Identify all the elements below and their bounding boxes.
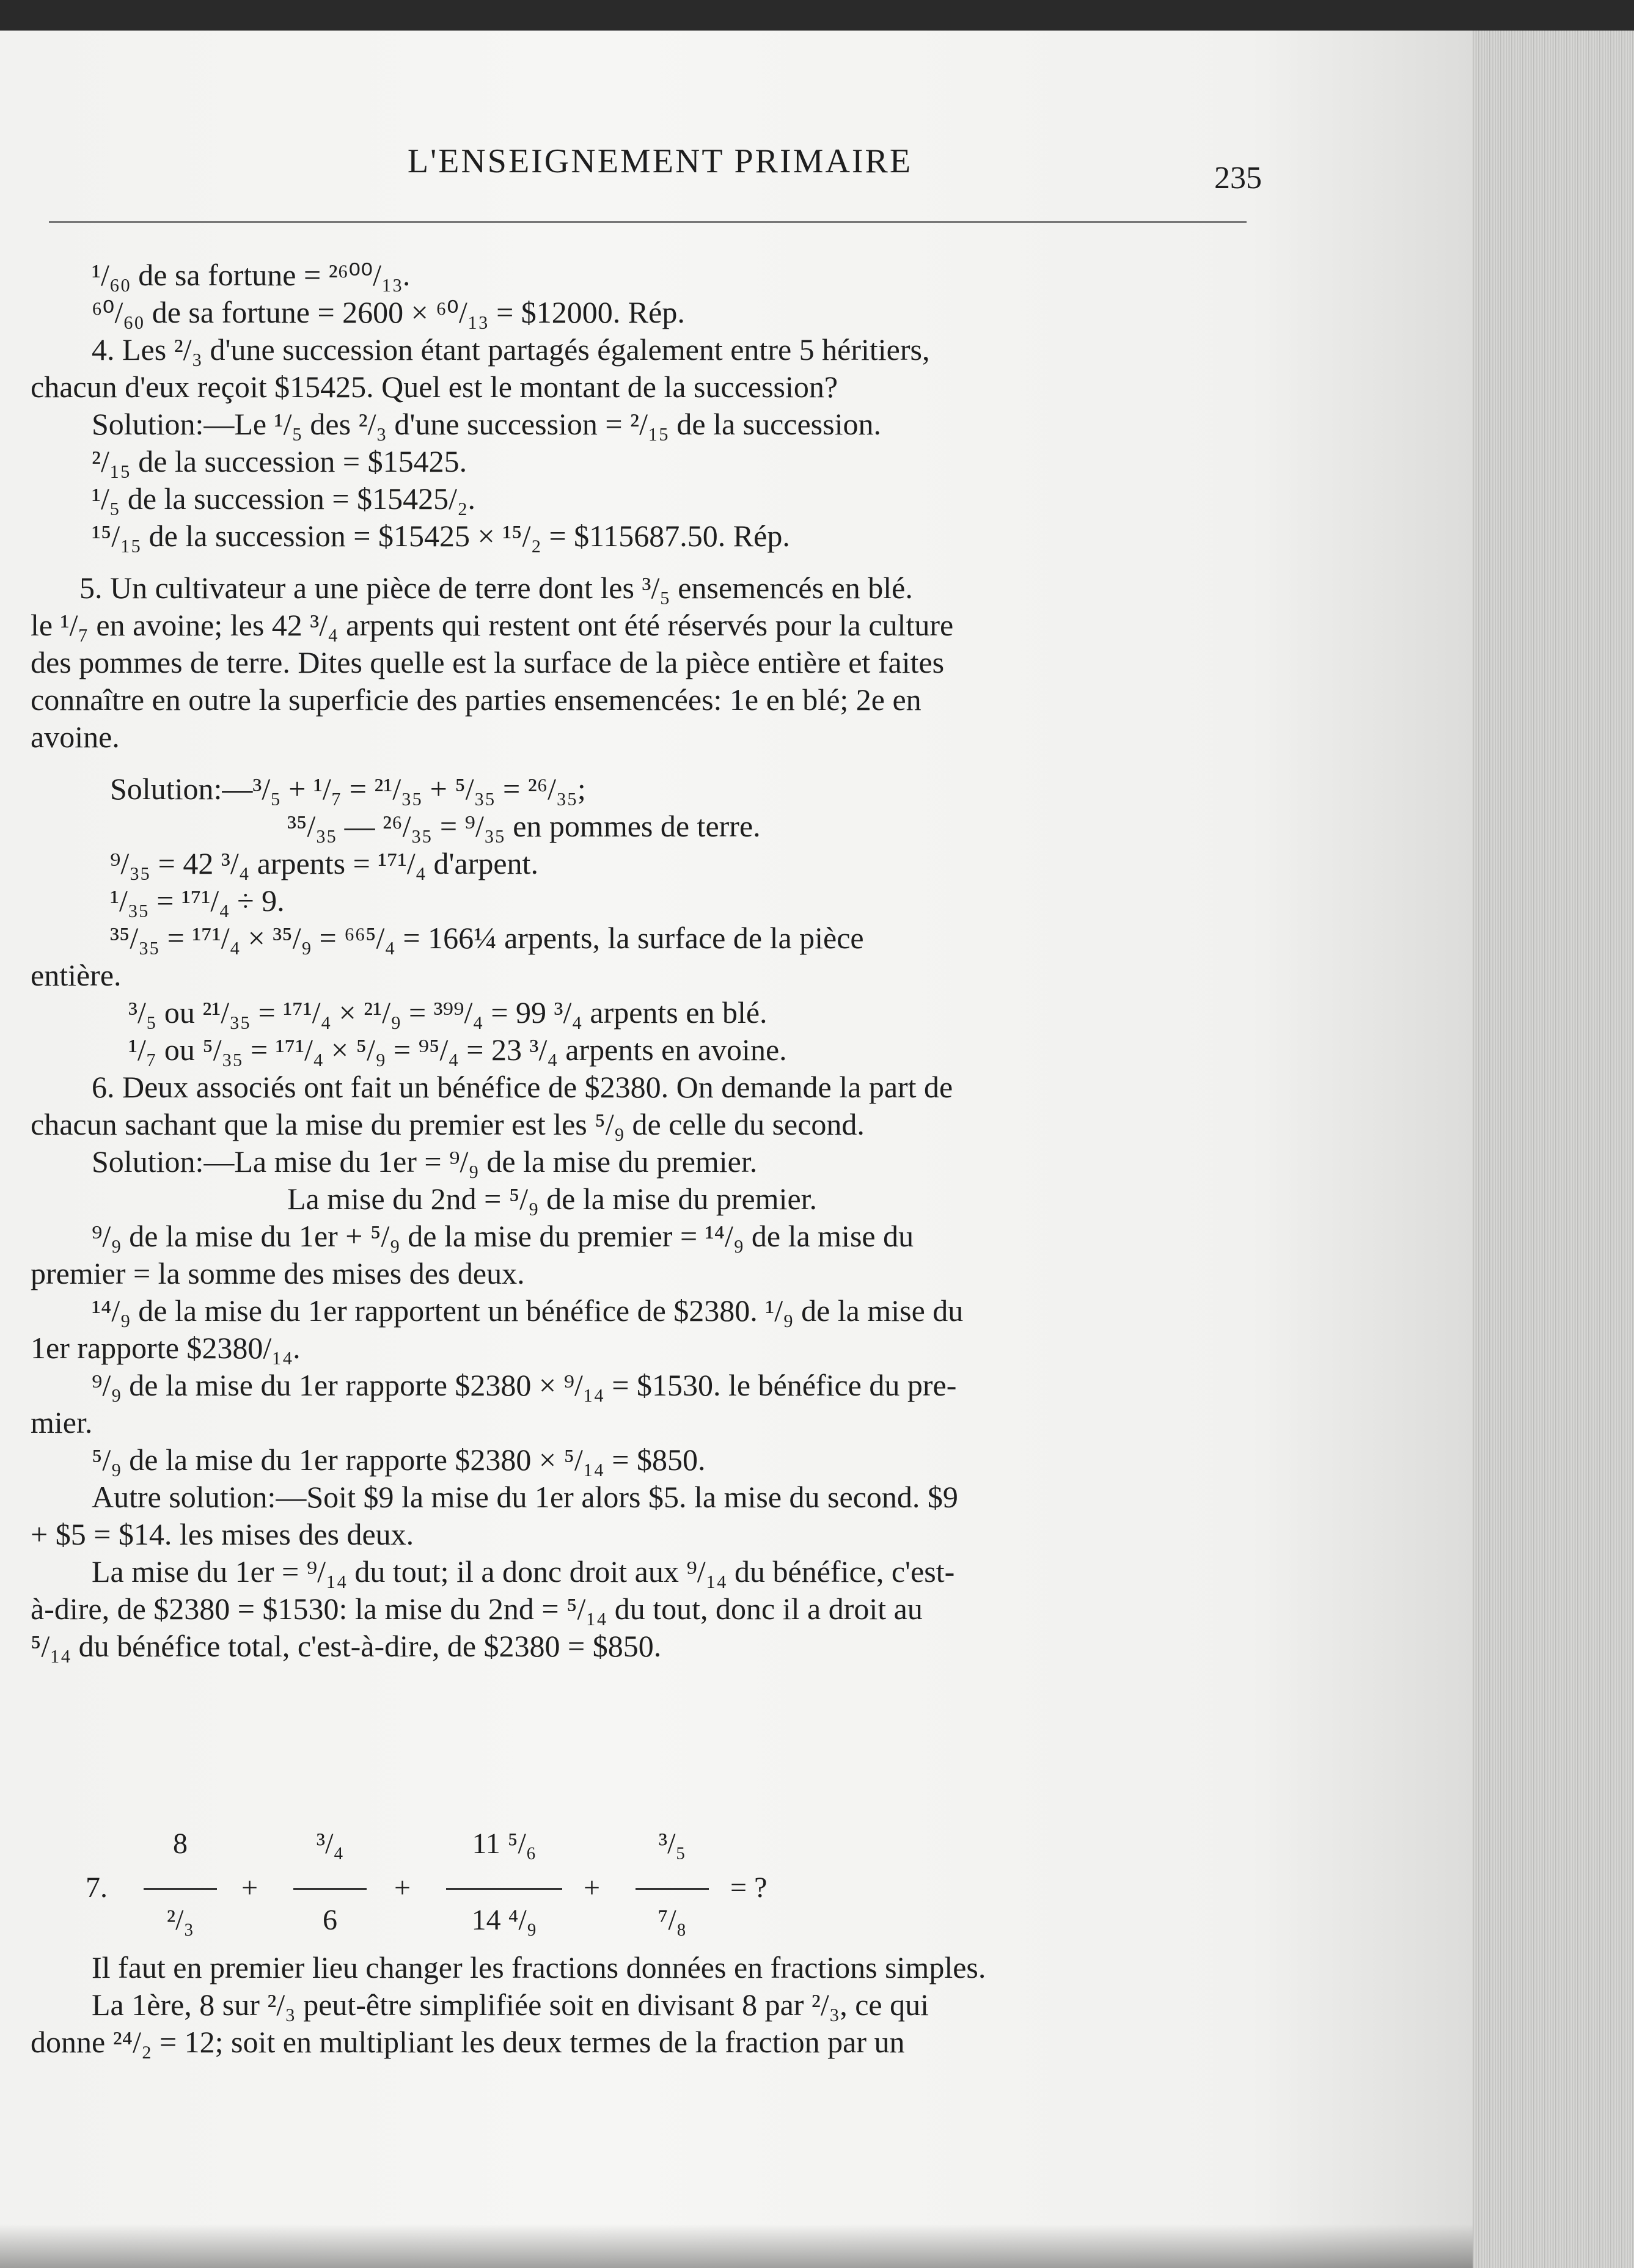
header-rule xyxy=(49,221,1247,223)
text-line: La mise du 2nd = ⁵/₉ de la mise du premier. xyxy=(287,1182,818,1216)
text-line: ³⁵/₃₅ — ²⁶/₃₅ = ⁹/₃₅ en pommes de terre. xyxy=(287,809,761,843)
text-line: mier. xyxy=(31,1405,93,1439)
text-line: ¹/₅ de la succession = $15425/₂. xyxy=(92,481,475,516)
text-line: ⁹/₉ de la mise du 1er + ⁵/₉ de la mise du premier = ¹⁴/₉ de la mise du xyxy=(92,1219,914,1253)
plus-sign: + xyxy=(584,1871,601,1904)
fraction-1 xyxy=(134,1827,226,1949)
scan-top-margin xyxy=(0,0,1634,31)
text-line: ³/₅ ou ²¹/₃₅ = ¹⁷¹/₄ × ²¹/₉ = ³⁹⁹/₄ = 99 ³/₄ arpents en blé. xyxy=(128,995,768,1030)
text-line: ⁹/₉ de la mise du 1er rapporte $2380 × ⁹/₁₄ = $1530. le bénéfice du pre- xyxy=(92,1368,957,1402)
numerator: 8 xyxy=(173,1827,188,1860)
problem-7-expression xyxy=(31,1827,1247,1949)
page-body xyxy=(31,257,1247,1665)
text-line: des pommes de terre. Dites quelle est la surface de la pièce entière et faites xyxy=(31,645,945,679)
text-line: 1er rapporte $2380/₁₄. xyxy=(31,1331,301,1365)
fraction-2 xyxy=(284,1827,376,1949)
text-line: Solution:—Le ¹/₅ des ²/₃ d'une succession = ²/₁₅ de la succession. xyxy=(92,407,881,441)
fraction-bar xyxy=(293,1888,367,1890)
denominator: 14 ⁴/₉ xyxy=(471,1904,537,1936)
text-line: le ¹/₇ en avoine; les 42 ³/₄ arpents qui restent ont été réservés pour la culture xyxy=(31,608,954,642)
text-line: entière. xyxy=(31,958,122,992)
denominator: ²/₃ xyxy=(166,1904,194,1936)
fraction-bar xyxy=(144,1888,217,1890)
text-line: La 1ère, 8 sur ²/₃ peut-être simplifiée soit en divisant 8 par ²/₃, ce qui xyxy=(92,1988,929,2022)
text-line: chacun sachant que la mise du premier est les ⁵/₉ de celle du second. xyxy=(31,1107,865,1141)
text-line: 6. Deux associés ont fait un bénéfice de $2380. On demande la part de xyxy=(92,1070,953,1104)
text-line: + $5 = $14. les mises des deux. xyxy=(31,1517,414,1551)
numerator: ³/₅ xyxy=(658,1827,686,1860)
text-line: ⁶⁰/₆₀ de sa fortune = 2600 × ⁶⁰/₁₃ = $12000. Rép. xyxy=(92,295,685,329)
text-line: ³⁵/₃₅ = ¹⁷¹/₄ × ³⁵/₉ = ⁶⁶⁵/₄ = 166¼ arpents, la surface de la pièce xyxy=(110,921,864,955)
text-line: ¹⁴/₉ de la mise du 1er rapportent un bénéfice de $2380. ¹/₉ de la mise du xyxy=(92,1293,964,1328)
equals-question: = ? xyxy=(730,1871,768,1904)
denominator: ⁷/₈ xyxy=(658,1904,687,1936)
text-line: Solution:—La mise du 1er = ⁹/₉ de la mise du premier. xyxy=(92,1144,758,1179)
text-line: donne ²⁴/₂ = 12; soit en multipliant les deux termes de la fraction par un xyxy=(31,2025,905,2059)
text-line: La mise du 1er = ⁹/₁₄ du tout; il a donc droit aux ⁹/₁₄ du bénéfice, c'est- xyxy=(92,1554,955,1589)
page-body-continued xyxy=(31,1949,1247,2061)
text-line: à-dire, de $2380 = $1530: la mise du 2nd = ⁵/₁₄ du tout, donc il a droit au xyxy=(31,1592,923,1626)
page-stack-edge xyxy=(1473,0,1634,2268)
text-line: ⁵/₉ de la mise du 1er rapporte $2380 × ⁵/₁₄ = $850. xyxy=(92,1443,706,1477)
fraction-bar xyxy=(636,1888,709,1890)
text-line: ⁵/₁₄ du bénéfice total, c'est-à-dire, de $2380 = $850. xyxy=(31,1629,662,1663)
text-line: ¹/₃₅ = ¹⁷¹/₄ ÷ 9. xyxy=(110,883,285,918)
numerator: ³/₄ xyxy=(316,1827,344,1860)
text-line: ²/₁₅ de la succession = $15425. xyxy=(92,444,467,478)
text-line: Autre solution:—Soit $9 la mise du 1er alors $5. la mise du second. $9 xyxy=(92,1480,958,1514)
text-line: ¹/₆₀ de sa fortune = ²⁶⁰⁰/₁₃. xyxy=(92,258,411,292)
plus-sign: + xyxy=(241,1871,258,1904)
plus-sign: + xyxy=(394,1871,411,1904)
text-line: chacun d'eux reçoit $15425. Quel est le montant de la succession? xyxy=(31,370,838,404)
text-line: 4. Les ²/₃ d'une succession étant partagés également entre 5 héritiers, xyxy=(92,332,930,367)
running-title: L'ENSEIGNEMENT PRIMAIRE xyxy=(407,142,913,180)
scan-bottom-shadow xyxy=(0,2224,1473,2268)
denominator: 6 xyxy=(323,1904,337,1936)
text-line: 5. Un cultivateur a une pièce de terre dont les ³/₅ ensemencés en blé. xyxy=(79,571,913,605)
text-line: ¹⁵/₁₅ de la succession = $15425 × ¹⁵/₂ = $115687.50. Rép. xyxy=(92,519,790,553)
text-line: ¹/₇ ou ⁵/₃₅ = ¹⁷¹/₄ × ⁵/₉ = ⁹⁵/₄ = 23 ³/₄ arpents en avoine. xyxy=(128,1033,787,1067)
fraction-3 xyxy=(437,1827,571,1949)
page-number: 235 xyxy=(1214,161,1262,196)
numerator: 11 ⁵/₆ xyxy=(472,1827,537,1860)
text-line: premier = la somme des mises des deux. xyxy=(31,1256,525,1290)
text-line: avoine. xyxy=(31,720,120,754)
fraction-4 xyxy=(626,1827,718,1949)
problem-label: 7. xyxy=(86,1871,108,1904)
text-line: connaître en outre la superficie des parties ensemencées: 1e en blé; 2e en xyxy=(31,682,921,717)
text-line: Solution:—³/₅ + ¹/₇ = ²¹/₃₅ + ⁵/₃₅ = ²⁶/₃₅; xyxy=(110,772,586,806)
text-line: ⁹/₃₅ = 42 ³/₄ arpents = ¹⁷¹/₄ d'arpent. xyxy=(110,846,538,880)
text-line: Il faut en premier lieu changer les fractions données en fractions simples. xyxy=(92,1950,986,1984)
fraction-bar xyxy=(446,1888,562,1890)
